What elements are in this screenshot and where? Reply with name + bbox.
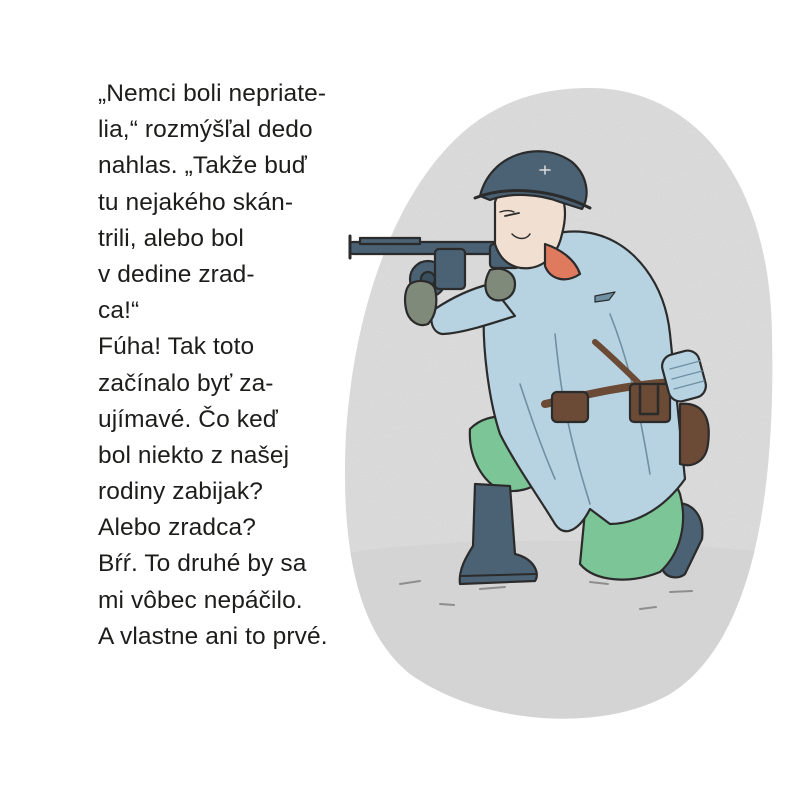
text-line: mi vôbec nepáčilo. <box>98 586 303 614</box>
text-line: v dedine zrad- <box>98 260 255 288</box>
text-line: ca!“ <box>98 297 140 325</box>
soldier-illustration <box>340 84 780 724</box>
text-line: Fúha! Tak toto <box>98 333 255 361</box>
text-line: nahlas. „Takže buď <box>98 152 307 180</box>
text-line: bol niekto z našej <box>98 441 290 469</box>
text-line: začínalo byť za- <box>98 369 274 397</box>
text-line: Alebo zradca? <box>98 514 256 542</box>
text-line: A vlastne ani to prvé. <box>98 622 328 650</box>
text-line: tu nejakého skán- <box>98 188 294 216</box>
text-line: Bŕŕ. To druhé by sa <box>98 550 307 578</box>
text-line: trili, alebo bol <box>98 224 244 252</box>
text-line: ujímavé. Čo keď <box>98 405 278 433</box>
text-line: „Nemci boli nepriate- <box>98 80 327 107</box>
text-line: rodiny zabijak? <box>98 478 263 506</box>
text-line: lia,“ rozmýšľal dedo <box>98 116 313 144</box>
